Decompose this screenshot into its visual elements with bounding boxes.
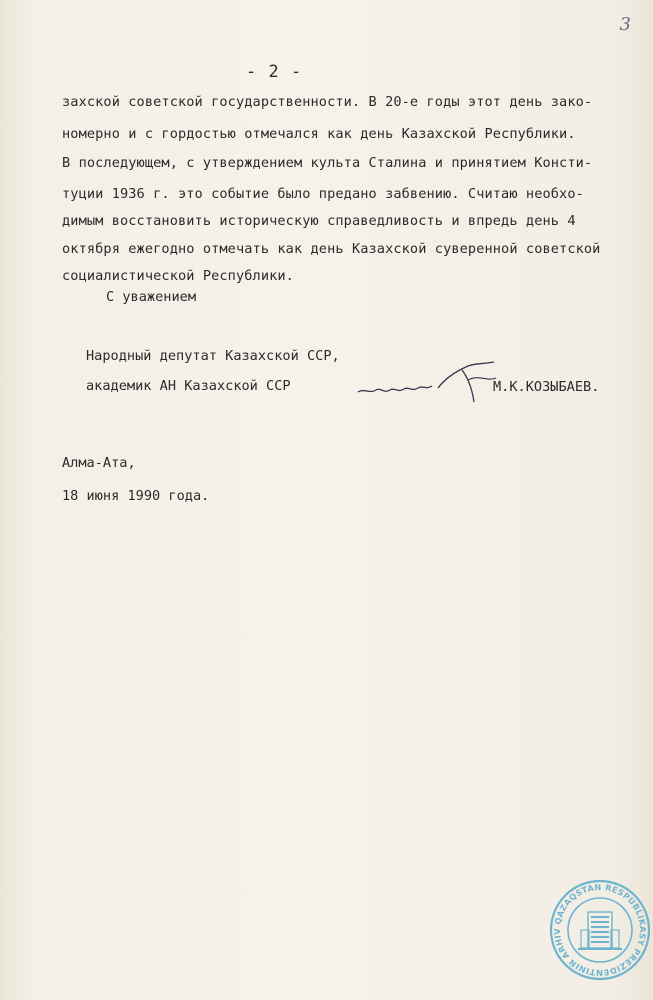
closing-salutation: С уважением [106, 289, 197, 305]
signatory-title-line2: академик АН Казахской ССР [86, 378, 291, 394]
stamp-text: QAZAQSTAN RESPUBLIKASY PREZIDENTINIŃ ARHIV [551, 881, 649, 979]
body-line: номерно и с гордостью отмечался как день Казахской Республики. [62, 126, 576, 142]
archive-sheet-number: 3 [619, 14, 631, 35]
body-line: туции 1936 г. это событие было предано забвению. Считаю необхо- [62, 186, 584, 202]
place-of-signing: Алма-Ата, [62, 455, 136, 471]
signatory-name: М.К.КОЗЫБАЕВ. [493, 379, 600, 395]
building-icon [578, 912, 622, 950]
date-of-signing: 18 июня 1990 года. [62, 488, 210, 504]
handwritten-signature [350, 352, 500, 412]
signatory-title-line1: Народный депутат Казахской ССР, [86, 348, 340, 364]
body-line: захской советской государственности. В 20-е годы этот день зако- [62, 94, 593, 110]
body-line: В последующем, с утверждением культа Сталина и принятием Консти- [62, 155, 593, 171]
body-line: октября ежегодно отмечать как день Казахской суверенной советской [62, 241, 601, 257]
page-number: - 2 - [246, 62, 303, 82]
body-line: социалистической Республики. [62, 268, 294, 284]
archive-stamp [548, 878, 652, 982]
body-line: димым восстановить историческую справедливость и впредь день 4 [62, 213, 576, 229]
